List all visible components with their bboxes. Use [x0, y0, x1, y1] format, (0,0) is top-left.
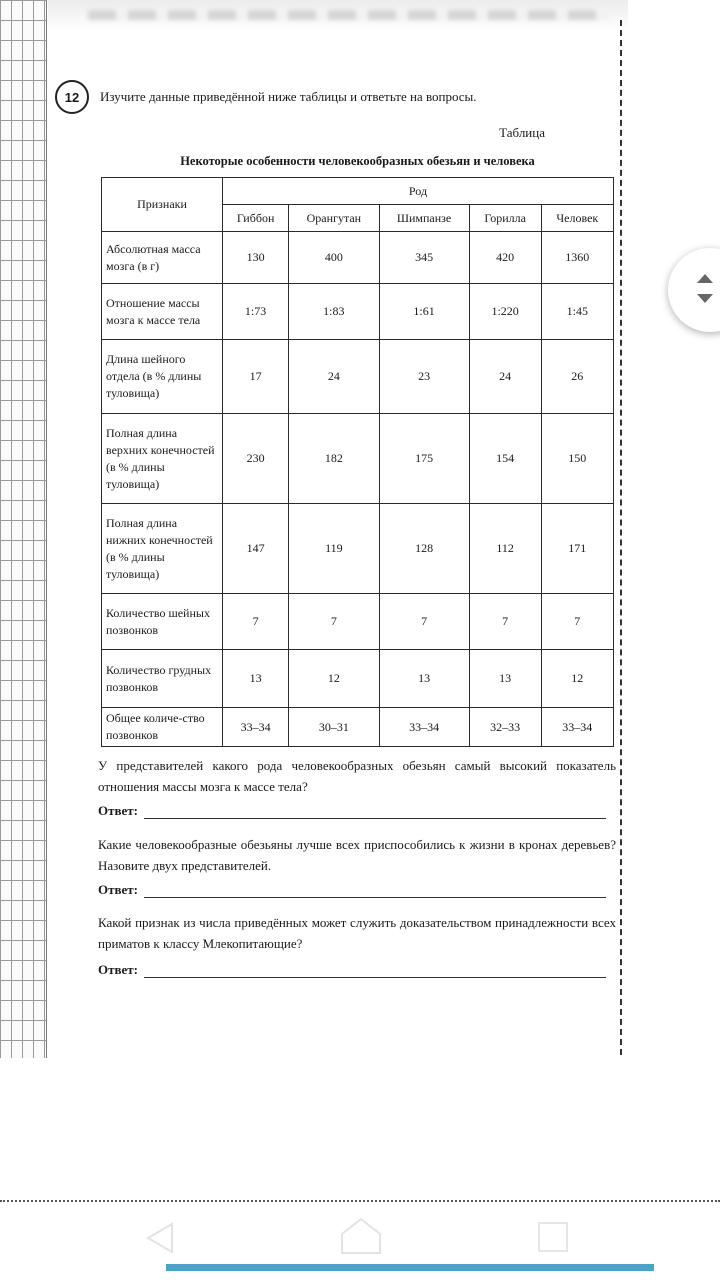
question-2: Какие человекообразные обезьяны лучше всех приспособились к жизни в кронах деревьев? Назовите двух представителей.: [98, 837, 616, 873]
question-1: У представителей какого рода человекообразных обезьян самый высокий показатель отношения массы мозга к массе тела?: [98, 758, 616, 794]
value-cell: 112: [469, 504, 541, 594]
answer-label: Ответ:: [98, 882, 139, 897]
scroll-up-down-button[interactable]: [668, 248, 720, 332]
value-cell: 26: [541, 340, 613, 414]
value-cell: 7: [289, 594, 379, 650]
value-cell: 13: [223, 650, 289, 708]
value-cell: 12: [289, 650, 379, 708]
column-header: Горилла: [469, 205, 541, 232]
table-row: [102, 594, 614, 650]
value-cell: 154: [469, 414, 541, 504]
down-arrow-icon: [697, 294, 713, 303]
value-cell: 7: [469, 594, 541, 650]
feature-cell: Общее количе-ство позвонков: [102, 708, 223, 747]
table-row: [102, 232, 614, 284]
blurred-top-text: [48, 0, 628, 30]
answer-line[interactable]: [144, 806, 606, 819]
dashed-cut-line: [620, 20, 622, 1055]
feature-cell: Полная длина верхних конечностей (в % длины туловища): [102, 414, 223, 504]
question-3: Какой признак из числа приведённых может служить доказательством принадлежности всех приматов к классу Млекопитающие?: [98, 915, 616, 951]
value-cell: 13: [379, 650, 469, 708]
feature-cell: Количество шейных позвонков: [102, 594, 223, 650]
value-cell: 7: [223, 594, 289, 650]
answer-1[interactable]: [98, 803, 606, 819]
feature-cell: Длина шейного отдела (в % длины туловища): [102, 340, 223, 414]
value-cell: 130: [223, 232, 289, 284]
answer-line[interactable]: [144, 885, 606, 898]
value-cell: 171: [541, 504, 613, 594]
header-group: Род: [223, 178, 614, 205]
table-row: [102, 340, 614, 414]
feature-cell: Отношение массы мозга к массе тела: [102, 284, 223, 340]
value-cell: 182: [289, 414, 379, 504]
value-cell: 1:83: [289, 284, 379, 340]
column-header: Шимпанзе: [379, 205, 469, 232]
table-title: Некоторые особенности человекообразных обезьян и человека: [180, 154, 535, 168]
graph-paper-strip: [0, 0, 47, 1058]
value-cell: 33–34: [223, 708, 289, 747]
value-cell: 33–34: [541, 708, 613, 747]
value-cell: 1:73: [223, 284, 289, 340]
answer-2[interactable]: [98, 882, 606, 898]
value-cell: 17: [223, 340, 289, 414]
table-row: [102, 504, 614, 594]
value-cell: 33–34: [379, 708, 469, 747]
value-cell: 12: [541, 650, 613, 708]
table-row: [102, 284, 614, 340]
answer-line[interactable]: [144, 965, 606, 978]
answer-label: Ответ:: [98, 962, 139, 977]
value-cell: 13: [469, 650, 541, 708]
value-cell: 32–33: [469, 708, 541, 747]
feature-cell: Количество грудных позвонков: [102, 650, 223, 708]
value-cell: 147: [223, 504, 289, 594]
value-cell: 420: [469, 232, 541, 284]
value-cell: 230: [223, 414, 289, 504]
value-cell: 150: [541, 414, 613, 504]
value-cell: 119: [289, 504, 379, 594]
value-cell: 7: [541, 594, 613, 650]
value-cell: 30–31: [289, 708, 379, 747]
recent-apps-square-icon[interactable]: [538, 1222, 568, 1252]
value-cell: 1360: [541, 232, 613, 284]
value-cell: 1:45: [541, 284, 613, 340]
value-cell: 23: [379, 340, 469, 414]
table-row: [102, 708, 614, 747]
value-cell: 24: [469, 340, 541, 414]
up-arrow-icon: [697, 274, 713, 283]
value-cell: 1:220: [469, 284, 541, 340]
feature-cell: Абсолютная масса мозга (в г): [102, 232, 223, 284]
value-cell: 128: [379, 504, 469, 594]
page-progress-bar: [166, 1264, 654, 1271]
data-table: [101, 177, 614, 747]
value-cell: 24: [289, 340, 379, 414]
header-feature: Признаки: [102, 178, 223, 232]
task-number-badge: 12: [55, 80, 89, 114]
column-header: Человек: [541, 205, 613, 232]
back-triangle-icon[interactable]: [142, 1220, 178, 1256]
table-caption: Таблица: [499, 125, 545, 140]
table-row: [102, 414, 614, 504]
column-header: Гиббон: [223, 205, 289, 232]
value-cell: 175: [379, 414, 469, 504]
answer-3[interactable]: [98, 962, 606, 978]
feature-cell: Полная длина нижних конечностей (в % длины туловища): [102, 504, 223, 594]
table-row: [102, 650, 614, 708]
value-cell: 7: [379, 594, 469, 650]
home-icon[interactable]: [339, 1216, 383, 1256]
dotted-divider: [0, 1200, 720, 1202]
column-header: Орангутан: [289, 205, 379, 232]
value-cell: 345: [379, 232, 469, 284]
task-instruction: Изучите данные приведённой ниже таблицы и ответьте на вопросы.: [100, 89, 477, 104]
answer-label: Ответ:: [98, 803, 139, 818]
value-cell: 400: [289, 232, 379, 284]
value-cell: 1:61: [379, 284, 469, 340]
